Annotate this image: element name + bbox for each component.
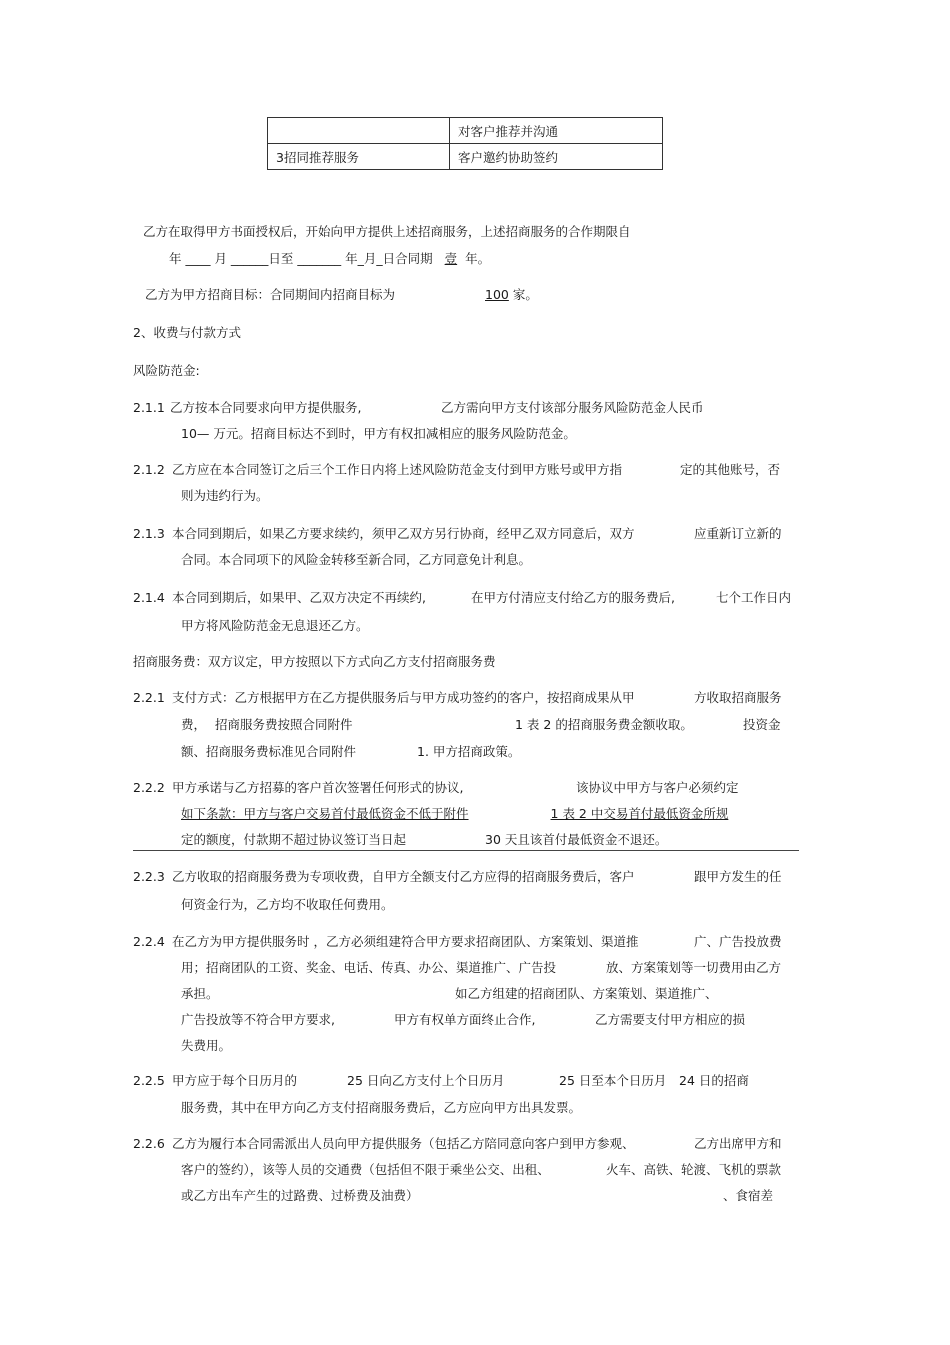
clause-text: 定的额度，付款期不超过协议签订当日起 — [181, 832, 407, 847]
clause-text: 乙方需向甲方支付该部分服务风险防范金人民币 — [441, 400, 704, 415]
clause-text: 何资金行为，乙方均不收取任何费用。 — [181, 897, 394, 912]
intro-term-value: 壹 — [444, 251, 458, 266]
table-cell: 对客户推荐并沟通 — [450, 118, 663, 144]
clause-text: 放、方案策划等一切费用由乙方 — [606, 960, 782, 975]
clause-number: 2.2.2 — [133, 780, 165, 795]
clause-text: 10— 万元。招商目标达不到时，甲方有权扣减相应的服务风险防范金。 — [181, 426, 576, 441]
clause-number: 2.1.3 — [133, 526, 165, 541]
clause-text: 、食宿差 — [723, 1188, 774, 1203]
clause-text: 1 表 2 的招商服务费金额收取。 — [515, 717, 693, 732]
clause-text: 额、招商服务费标准见合同附件 — [181, 744, 357, 759]
clause-text: 1 表 2 中交易首付最低资金所规 — [550, 806, 729, 821]
target-text: 乙方为甲方招商目标：合同期间内招商目标为 — [145, 287, 396, 302]
clause-text: 合同。本合同项下的风险金转移至新合同，乙方同意免计利息。 — [181, 552, 532, 567]
clause-text: 在乙方为甲方提供服务时 ，乙方必须组建符合甲方要求招商团队、方案策划、渠道推 — [172, 934, 639, 949]
clause-number: 2.1.2 — [133, 462, 165, 477]
clause-text: 乙方应在本合同签订之后三个工作日内将上述风险防范金支付到甲方账号或甲方指 — [172, 462, 623, 477]
clause-text: 方收取招商服务 — [694, 690, 782, 705]
clause-text: 甲方承诺与乙方招募的客户首次签署任何形式的协议, — [172, 780, 464, 795]
clause-text: 费， — [181, 717, 207, 732]
clause-text: 乙方为履行本合同需派出人员向甲方提供服务（包括乙方陪同意向客户到甲方参观、 — [172, 1136, 635, 1151]
clause-number: 2.2.1 — [133, 690, 165, 705]
clause-text: 25 日向乙方支付上个日历月 — [347, 1073, 505, 1088]
table-cell: 客户邀约协助签约 — [450, 144, 663, 170]
target-unit: 家。 — [512, 287, 538, 302]
clause-text: 如下条款：甲方与客户交易首付最低资金不低于附件 — [181, 806, 469, 821]
target-value — [485, 287, 538, 303]
clause-text: 24 日的招商 — [679, 1073, 749, 1088]
clause-text: 服务费，其中在甲方向乙方支付招商服务费后，乙方应向甲方出具发票。 — [181, 1100, 582, 1115]
intro-term-unit: 年。 — [465, 251, 491, 266]
clause-number: 2.2.5 — [133, 1073, 165, 1088]
clause-text: 甲方将风险防范金无息退还乙方。 — [181, 618, 369, 633]
clause-text: 则为违约行为。 — [181, 488, 269, 503]
horizontal-rule — [133, 850, 799, 851]
table-cell — [268, 118, 450, 144]
fee-heading: 招商服务费：双方议定，甲方按照以下方式向乙方支付招商服务费 — [133, 654, 496, 669]
service-table — [267, 117, 663, 170]
clause-text: 在甲方付清应支付给乙方的服务费后, — [471, 590, 675, 605]
risk-heading: 风险防范金: — [133, 363, 200, 378]
clause-text: 乙方按本合同要求向甲方提供服务, — [170, 400, 362, 415]
clause-text: 乙方出席甲方和 — [694, 1136, 782, 1151]
clause-text: 支付方式：乙方根据甲方在乙方提供服务后与甲方成功签约的客户，按招商成果从甲 — [172, 690, 635, 705]
clause-text: 甲方应于每个日历月的 — [172, 1073, 298, 1088]
clause-number: 2.1.4 — [133, 590, 165, 605]
clause-text: 乙方收取的招商服务费为专项收费，自甲方全额支付乙方应得的招商服务费后，客户 — [172, 869, 635, 884]
clause-text: 用；招商团队的工资、奖金、电话、传真、办公、渠道推广、广告投 — [181, 960, 557, 975]
clause-text: 1. 甲方招商政策。 — [417, 744, 521, 759]
clause-text: 广、广告投放费 — [694, 934, 782, 949]
clause-text: 该协议中甲方与客户必须约定 — [576, 780, 739, 795]
intro-line-2 — [169, 251, 490, 267]
clause-text: 跟甲方发生的任 — [694, 869, 782, 884]
table-row — [268, 118, 663, 144]
clause-text: 承担。 — [181, 986, 219, 1001]
clause-text-underlined — [181, 806, 748, 822]
clause-text: 或乙方出车产生的过路费、过桥费及油费） — [181, 1188, 419, 1203]
clause-text: 招商服务费按照合同附件 — [215, 717, 353, 732]
clause-text: 30 天且该首付最低资金不退还。 — [485, 832, 668, 847]
clause-text: 本合同到期后，如果甲、乙双方决定不再续约, — [172, 590, 426, 605]
clause-number: 2.2.4 — [133, 934, 165, 949]
clause-text: 乙方需要支付甲方相应的损 — [595, 1012, 746, 1027]
clause-text: 客户的签约），该等人员的交通费（包括但不限于乘坐公交、出租、 — [181, 1162, 550, 1177]
clause-text: 如乙方组建的招商团队、方案策划、渠道推广、 — [455, 986, 718, 1001]
clause-text: 七个工作日内 — [716, 590, 792, 605]
clause-text: 广告投放等不符合甲方要求, — [181, 1012, 335, 1027]
section-heading: 2、收费与付款方式 — [133, 325, 241, 340]
clause-text: 失费用。 — [181, 1038, 232, 1053]
clause-text: 本合同到期后，如果乙方要求续约，须甲乙双方另行协商，经甲乙双方同意后，双方 — [172, 526, 635, 541]
intro-line-1: 乙方在取得甲方书面授权后，开始向甲方提供上述招商服务，上述招商服务的合作期限自 — [143, 224, 631, 239]
clause-text: 火车、高铁、轮渡、飞机的票款 — [606, 1162, 782, 1177]
clause-number: 2.2.3 — [133, 869, 165, 884]
clause-number: 2.1.1 — [133, 400, 165, 415]
intro-date-text: 年 ____ 月 ______日至 _______ 年_月_日合同期 — [169, 251, 433, 266]
clause-text: 定的其他账号，否 — [680, 462, 781, 477]
clause-text: 投资金 — [743, 717, 781, 732]
table-cell: 3招同推荐服务 — [268, 144, 450, 170]
clause-text: 甲方有权单方面终止合作, — [394, 1012, 536, 1027]
clause-text: 应重新订立新的 — [694, 526, 782, 541]
clause-number: 2.2.6 — [133, 1136, 165, 1151]
target-number: 100 — [485, 287, 509, 302]
clause-text: 25 日至本个日历月 — [559, 1073, 667, 1088]
table-row — [268, 144, 663, 170]
